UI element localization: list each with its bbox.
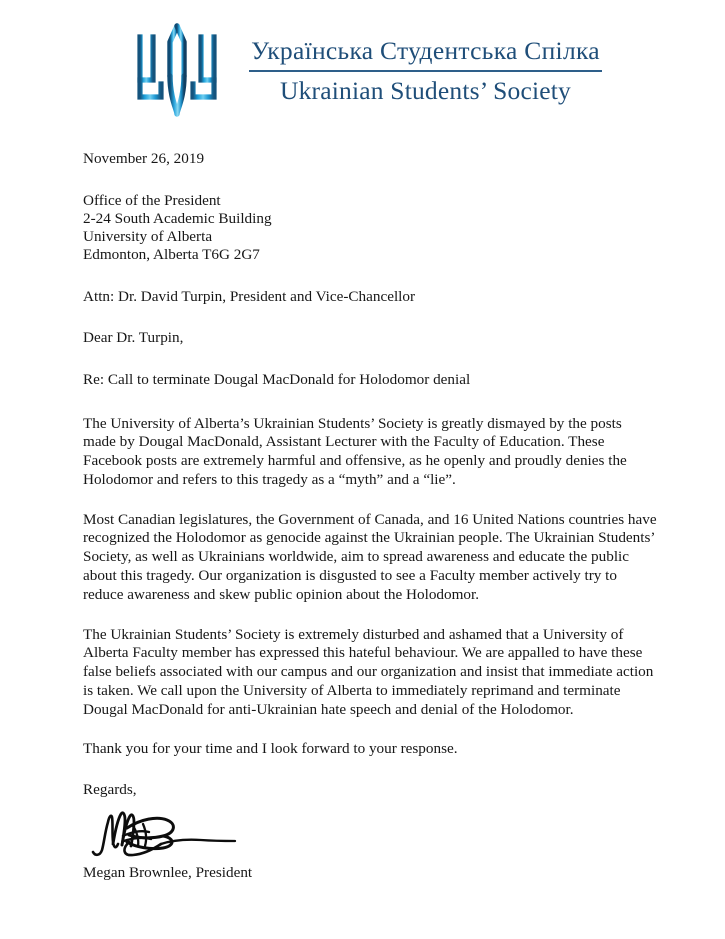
body-paragraph: The University of Alberta’s Ukrainian Students’ Society is greatly dismayed by the posts made by Dougal MacDonald, Assistant Lecturer with the Faculty of Education. These Facebook posts are extremely harmful and offensive, as he openly and proudly denies the Holodomor and refers to this tragedy as a “myth” and a “lie”. — [83, 414, 627, 488]
closing-thanks: Thank you for your time and I look forward to your response. — [83, 740, 458, 758]
recipient-address — [83, 192, 658, 264]
body-paragraph: Most Canadian legislatures, the Government of Canada, and 16 United Nations countries have recognized the Holodomor as genocide against the Ukrainian people. The Ukrainian Students’ Society, as well as Ukrainians worldwide, aim to spread awareness and educate the public about this tragedy. Our organization is disgusted to see a Faculty member actively try to reduce awareness and skew public opinion about the Holodomor. — [83, 510, 657, 603]
letterhead-divider — [249, 70, 602, 72]
closing-regards: Regards, — [83, 781, 137, 799]
address-line: Edmonton, Alberta T6G 2G7 — [83, 246, 260, 264]
address-line: 2-24 South Academic Building — [83, 210, 272, 228]
address-line: University of Alberta — [83, 228, 213, 246]
org-name-english: Ukrainian Students’ Society — [279, 75, 572, 105]
handwritten-signature-icon — [89, 802, 658, 862]
letterhead — [0, 0, 725, 140]
uss-trident-monogram-icon — [123, 18, 231, 122]
subject-line: Re: Call to terminate Dougal MacDonald for Holodomor denial — [83, 370, 471, 388]
address-line: Office of the President — [83, 192, 221, 210]
body-paragraph: The Ukrainian Students’ Society is extremely disturbed and ashamed that a University of Alberta Faculty member has expressed this hateful behaviour. We are appalled to have these false beliefs associated with our campus and our organization and insist that immediate action is taken. We call upon the University of Alberta to immediately reprimand and terminate Dougal MacDonald for anti-Ukrainian hate speech and denial of the Holodomor. — [83, 625, 654, 718]
letterhead-inner — [123, 18, 602, 122]
salutation: Dear Dr. Turpin, — [83, 329, 184, 347]
signer-name: Megan Brownlee, President — [83, 863, 253, 881]
org-name-block — [249, 35, 602, 104]
attention-line: Attn: Dr. David Turpin, President and Vice-Chancellor — [83, 288, 416, 306]
letter-date: November 26, 2019 — [83, 150, 205, 167]
org-name-ukrainian: Українська Студентська Спілка — [251, 36, 600, 66]
letter-body — [83, 150, 658, 882]
